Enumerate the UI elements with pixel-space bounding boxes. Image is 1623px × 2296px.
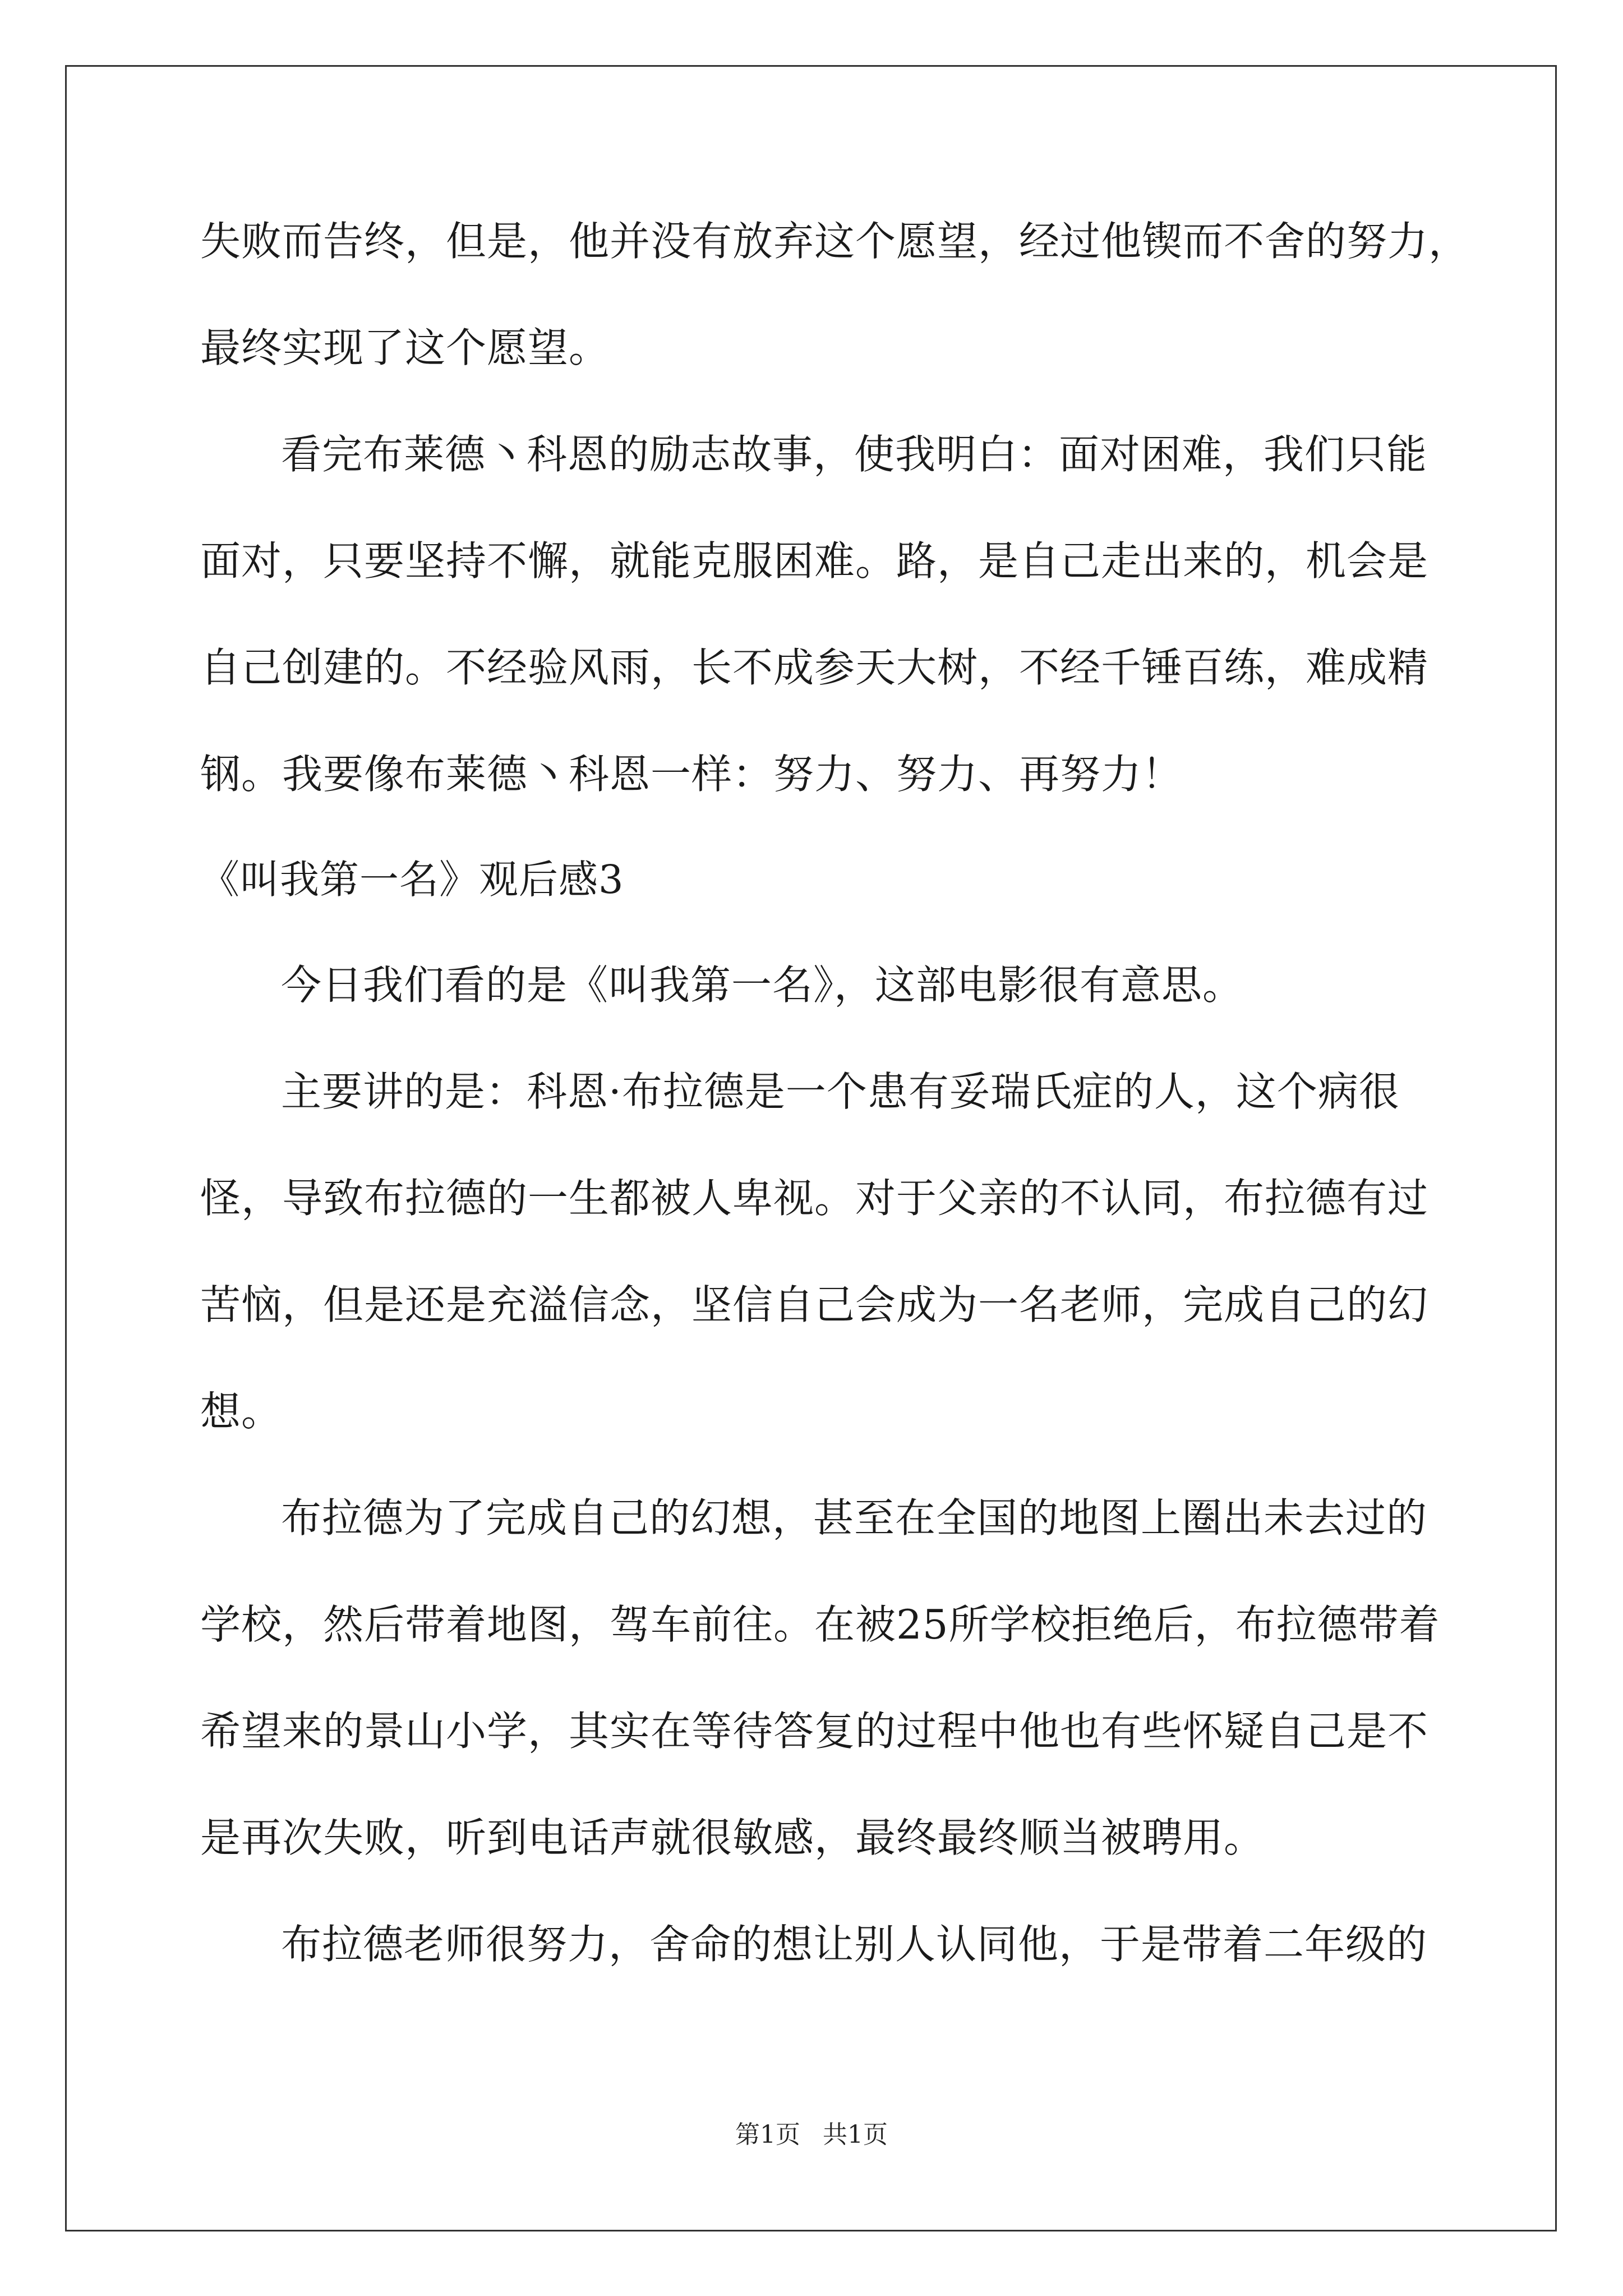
paragraph-line: 想。	[200, 1388, 283, 1435]
paragraph-line: 布拉德为了完成自己的幻想，甚至在全国的地图上圈出未去过的	[281, 1494, 1428, 1542]
paragraph-line: 看完布莱德丶科恩的励志故事，使我明白：面对困难，我们只能	[281, 431, 1428, 478]
paragraph-line: 苦恼，但是还是充溢信念，坚信自己会成为一名老师，完成自己的幻	[200, 1281, 1429, 1328]
document-body	[200, 214, 1470, 1971]
paragraph-line: 自己创建的。不经验风雨，长不成参天大树，不经千锤百练，难成精	[200, 644, 1429, 691]
paragraph-line: 主要讲的是：科恩·布拉德是一个患有妥瑞氏症的人，这个病很	[281, 1068, 1400, 1115]
paragraph-line: 失败而告终，但是，他并没有放弃这个愿望，经过他锲而不舍的努力，	[200, 218, 1470, 265]
paragraph-line: 怪，导致布拉德的一生都被人卑视。对于父亲的不认同，布拉德有过	[200, 1175, 1429, 1222]
paragraph-line: 是再次失败，听到电话声就很敏感，最终最终顺当被聘用。	[200, 1814, 1265, 1861]
paragraph-line: 钢。我要像布莱德丶科恩一样：努力、努力、再努力！	[200, 751, 1183, 798]
paragraph-line: 希望来的景山小学，其实在等待答复的过程中他也有些怀疑自己是不	[200, 1708, 1429, 1755]
paragraph-line: 今日我们看的是《叫我第一名》，这部电影很有意思。	[281, 961, 1244, 1009]
page-number: 第1页	[735, 2120, 800, 2149]
paragraph-line: 面对，只要坚持不懈，就能克服困难。路，是自己走出来的，机会是	[200, 537, 1429, 585]
page-total: 共1页	[823, 2120, 888, 2149]
section-heading: 《叫我第一名》观后感3	[200, 857, 624, 903]
paragraph-line: 学校，然后带着地图，驾车前往。在被25所学校拒绝后，布拉德带着	[200, 1601, 1440, 1648]
page-footer	[0, 2119, 1623, 2151]
paragraph-line: 布拉德老师很努力，舍命的想让别人认同他，于是带着二年级的	[281, 1921, 1428, 1968]
paragraph-line: 最终实现了这个愿望。	[200, 324, 610, 371]
